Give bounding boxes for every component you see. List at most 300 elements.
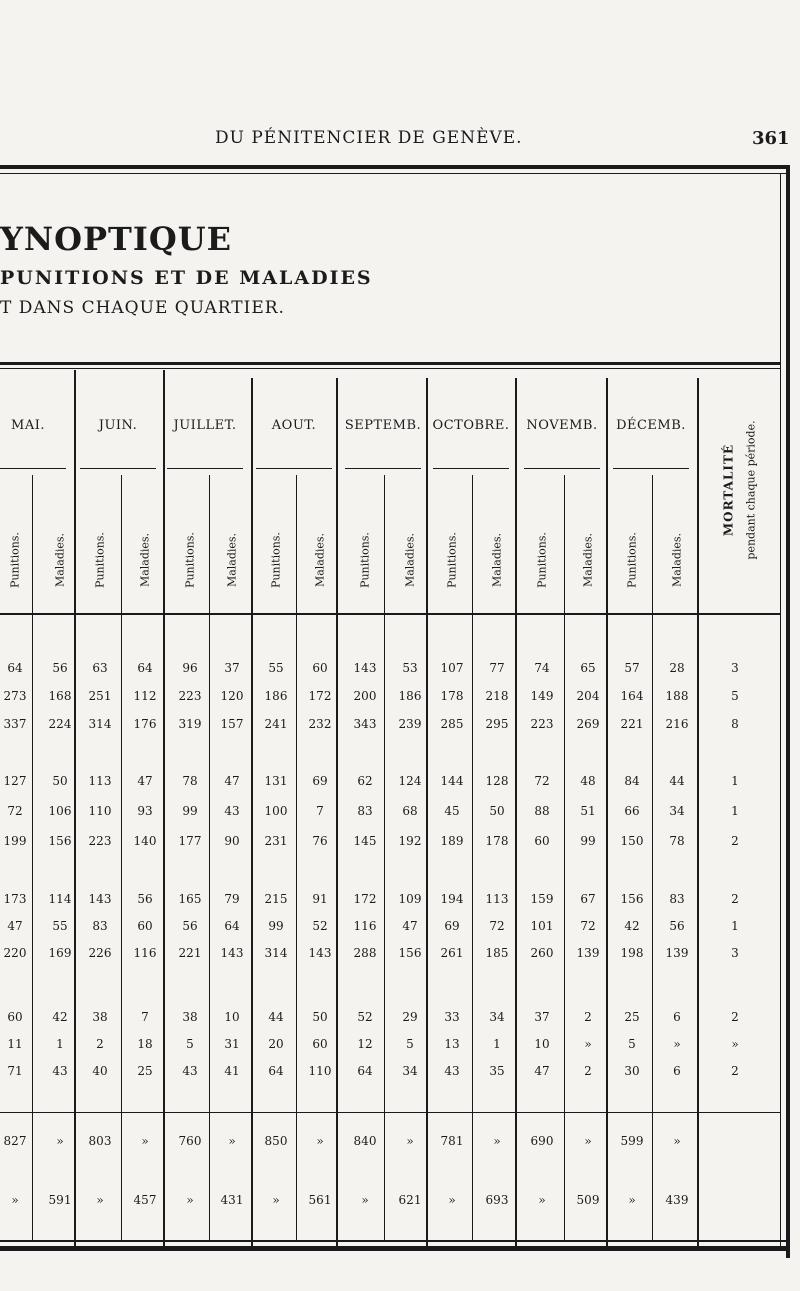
table-cell: 2: [96, 1037, 104, 1051]
table-cell: 72: [534, 774, 550, 788]
table-cell: 60: [534, 834, 550, 848]
table-cell: 319: [178, 717, 202, 731]
running-head: DU PÉNITENCIER DE GENÈVE.: [215, 128, 523, 148]
frame-right-rule-thin: [780, 173, 781, 1251]
table-cell: 561: [308, 1193, 332, 1207]
table-cell: 143: [88, 892, 112, 906]
frame-top-rule: [0, 165, 790, 169]
table-cell: 109: [398, 892, 422, 906]
table-cell: 232: [308, 717, 332, 731]
table-cell: »: [448, 1193, 456, 1207]
table-cell: 12: [357, 1037, 373, 1051]
table-cell: 2: [731, 1010, 739, 1024]
table-cell: 2: [584, 1010, 592, 1024]
table-cell: 273: [3, 689, 27, 703]
maladies-header: Maladies.: [313, 532, 327, 588]
table-cell: 198: [620, 946, 644, 960]
table-cell: 143: [353, 661, 377, 675]
maladies-header: Maladies.: [53, 532, 67, 588]
table-cell: 295: [485, 717, 509, 731]
bottom-rule-thick: [0, 1246, 790, 1251]
column-rule: [121, 475, 122, 1240]
table-cell: 52: [357, 1010, 373, 1024]
table-cell: 88: [534, 804, 550, 818]
table-cell: 781: [440, 1134, 464, 1148]
column-rule: [515, 378, 517, 1250]
month-brace: [524, 468, 600, 469]
punitions-header: Punitions.: [535, 532, 549, 588]
column-head-rule: [0, 613, 781, 615]
page-number: 361: [752, 128, 790, 149]
table-cell: 5: [186, 1037, 194, 1051]
table-cell: 188: [665, 689, 689, 703]
table-cell: 176: [133, 717, 157, 731]
table-cell: 71: [7, 1064, 23, 1078]
table-cell: 55: [52, 919, 68, 933]
table-cell: 34: [402, 1064, 418, 1078]
table-cell: 43: [444, 1064, 460, 1078]
table-cell: 288: [353, 946, 377, 960]
table-cell: 38: [182, 1010, 198, 1024]
punitions-header: Punitions.: [93, 532, 107, 588]
table-cell: 44: [669, 774, 685, 788]
table-cell: 149: [530, 689, 554, 703]
punitions-header: Punitions.: [183, 532, 197, 588]
table-cell: 7: [141, 1010, 149, 1024]
table-cell: »: [584, 1134, 592, 1148]
month-header: AOUT.: [271, 418, 317, 433]
table-cell: 127: [3, 774, 27, 788]
table-cell: 5: [628, 1037, 636, 1051]
table-cell: 114: [48, 892, 72, 906]
maladies-header: Maladies.: [225, 532, 239, 588]
table-cell: 140: [133, 834, 157, 848]
table-cell: 690: [530, 1134, 554, 1148]
table-cell: 139: [576, 946, 600, 960]
maladies-header: Maladies.: [581, 532, 595, 588]
table-cell: 78: [669, 834, 685, 848]
table-cell: »: [96, 1193, 104, 1207]
table-cell: 239: [398, 717, 422, 731]
column-rule: [652, 475, 653, 1240]
table-cell: »: [406, 1134, 414, 1148]
table-cell: 693: [485, 1193, 509, 1207]
table-cell: 83: [92, 919, 108, 933]
table-cell: 41: [224, 1064, 240, 1078]
table-cell: 144: [440, 774, 464, 788]
table-cell: 84: [624, 774, 640, 788]
month-header: JUILLET.: [173, 418, 237, 433]
table-cell: »: [228, 1134, 236, 1148]
table-cell: »: [141, 1134, 149, 1148]
table-cell: 314: [88, 717, 112, 731]
table-cell: 18: [137, 1037, 153, 1051]
table-cell: 96: [182, 661, 198, 675]
table-cell: 2: [731, 1064, 739, 1078]
table-cell: 56: [137, 892, 153, 906]
table-cell: 173: [3, 892, 27, 906]
table-cell: 116: [353, 919, 377, 933]
table-cell: 457: [133, 1193, 157, 1207]
table-cell: 186: [398, 689, 422, 703]
table-cell: »: [628, 1193, 636, 1207]
bottom-rule: [0, 1240, 790, 1242]
punitions-header: Punitions.: [445, 532, 459, 588]
table-cell: 10: [534, 1037, 550, 1051]
table-cell: »: [316, 1134, 324, 1148]
table-cell: 431: [220, 1193, 244, 1207]
table-cell: 64: [357, 1064, 373, 1078]
frame-right-rule: [786, 165, 790, 1258]
table-cell: 31: [224, 1037, 240, 1051]
table-cell: 44: [268, 1010, 284, 1024]
table-cell: 143: [220, 946, 244, 960]
table-cell: 2: [584, 1064, 592, 1078]
table-cell: 139: [665, 946, 689, 960]
table-cell: 60: [7, 1010, 23, 1024]
table-cell: 185: [485, 946, 509, 960]
punitions-header: Punitions.: [625, 532, 639, 588]
table-cell: 226: [88, 946, 112, 960]
table-cell: 83: [357, 804, 373, 818]
month-header: OCTOBRE.: [432, 418, 510, 433]
table-cell: 56: [182, 919, 198, 933]
table-cell: 261: [440, 946, 464, 960]
month-header: NOVEMB.: [526, 418, 598, 433]
table-cell: 60: [312, 661, 328, 675]
table-cell: 74: [534, 661, 550, 675]
month-header: MAI.: [11, 418, 45, 433]
column-rule: [384, 475, 385, 1240]
table-cell: 50: [312, 1010, 328, 1024]
table-cell: 25: [624, 1010, 640, 1024]
table-cell: 223: [530, 717, 554, 731]
table-cell: 760: [178, 1134, 202, 1148]
table-cell: 91: [312, 892, 328, 906]
column-rule: [426, 378, 428, 1250]
maladies-header: Maladies.: [490, 532, 504, 588]
maladies-header: Maladies.: [670, 532, 684, 588]
table-cell: 29: [402, 1010, 418, 1024]
table-cell: »: [584, 1037, 592, 1051]
table-cell: 47: [402, 919, 418, 933]
table-cell: 64: [137, 661, 153, 675]
table-cell: 3: [731, 946, 739, 960]
table-cell: 199: [3, 834, 27, 848]
table-cell: 269: [576, 717, 600, 731]
table-cell: 186: [264, 689, 288, 703]
table-cell: 850: [264, 1134, 288, 1148]
table-cell: 112: [133, 689, 157, 703]
table-cell: 11: [7, 1037, 23, 1051]
table-cell: 78: [182, 774, 198, 788]
table-cell: 803: [88, 1134, 112, 1148]
table-cell: 47: [534, 1064, 550, 1078]
table-cell: 621: [398, 1193, 422, 1207]
mortality-header: [718, 420, 763, 559]
table-cell: 169: [48, 946, 72, 960]
table-cell: 204: [576, 689, 600, 703]
table-cell: »: [731, 1037, 739, 1051]
column-rule: [74, 370, 76, 1250]
table-cell: 192: [398, 834, 422, 848]
table-cell: 90: [224, 834, 240, 848]
mortality-title: MORTALITÉ: [721, 443, 736, 537]
table-cell: 47: [7, 919, 23, 933]
table-cell: 53: [402, 661, 418, 675]
table-cell: 50: [489, 804, 505, 818]
table-cell: 337: [3, 717, 27, 731]
table-cell: 113: [88, 774, 112, 788]
table-cell: 218: [485, 689, 509, 703]
table-cell: 260: [530, 946, 554, 960]
table-cell: 1: [731, 804, 739, 818]
table-cell: 56: [52, 661, 68, 675]
table-cell: 65: [580, 661, 596, 675]
column-rule: [336, 378, 338, 1250]
table-subtitle: PUNITIONS ET DE MALADIES: [0, 267, 373, 289]
table-cell: 189: [440, 834, 464, 848]
table-cell: 145: [353, 834, 377, 848]
table-cell: 827: [3, 1134, 27, 1148]
table-cell: 168: [48, 689, 72, 703]
table-cell: 83: [669, 892, 685, 906]
month-header: DÉCEMB.: [616, 418, 686, 433]
table-cell: 113: [485, 892, 509, 906]
table-cell: 43: [224, 804, 240, 818]
table-cell: 177: [178, 834, 202, 848]
table-cell: 241: [264, 717, 288, 731]
table-cell: 63: [92, 661, 108, 675]
table-cell: 72: [7, 804, 23, 818]
table-cell: 106: [48, 804, 72, 818]
month-brace: [0, 468, 66, 469]
table-cell: 221: [620, 717, 644, 731]
table-cell: 5: [731, 689, 739, 703]
table-cell: 840: [353, 1134, 377, 1148]
table-cell: 45: [444, 804, 460, 818]
column-rule: [251, 378, 253, 1250]
table-cell: 66: [624, 804, 640, 818]
table-cell: 215: [264, 892, 288, 906]
table-title: YNOPTIQUE: [0, 220, 232, 258]
table-cell: 30: [624, 1064, 640, 1078]
table-cell: 223: [88, 834, 112, 848]
column-rule: [564, 475, 565, 1240]
table-cell: 13: [444, 1037, 460, 1051]
maladies-header: Maladies.: [403, 532, 417, 588]
table-cell: 165: [178, 892, 202, 906]
table-cell: 60: [137, 919, 153, 933]
table-cell: 51: [580, 804, 596, 818]
table-cell: 224: [48, 717, 72, 731]
table-cell: 110: [88, 804, 112, 818]
month-brace: [345, 468, 421, 469]
table-cell: 100: [264, 804, 288, 818]
table-cell: 99: [182, 804, 198, 818]
month-header: JUIN.: [98, 418, 138, 433]
table-cell: 101: [530, 919, 554, 933]
table-cell: 120: [220, 689, 244, 703]
table-cell: 150: [620, 834, 644, 848]
table-cell: 591: [48, 1193, 72, 1207]
table-cell: 55: [268, 661, 284, 675]
month-brace: [613, 468, 689, 469]
frame-top-rule-thin: [0, 173, 786, 174]
table-cell: 37: [534, 1010, 550, 1024]
table-cell: 2: [731, 834, 739, 848]
table-cell: 223: [178, 689, 202, 703]
column-rule: [209, 475, 210, 1240]
table-cell: 6: [673, 1064, 681, 1078]
table-cell: 47: [224, 774, 240, 788]
table-cell: 76: [312, 834, 328, 848]
table-cell: 64: [7, 661, 23, 675]
table-cell: 43: [52, 1064, 68, 1078]
table-cell: 42: [52, 1010, 68, 1024]
table-cell: 116: [133, 946, 157, 960]
table-cell: 43: [182, 1064, 198, 1078]
table-cell: 72: [489, 919, 505, 933]
table-cell: 99: [268, 919, 284, 933]
table-cell: »: [361, 1193, 369, 1207]
table-cell: 33: [444, 1010, 460, 1024]
table-cell: 314: [264, 946, 288, 960]
table-cell: 68: [402, 804, 418, 818]
table-cell: 128: [485, 774, 509, 788]
table-cell: 1: [493, 1037, 501, 1051]
table-cell: 251: [88, 689, 112, 703]
table-cell: 194: [440, 892, 464, 906]
punitions-header: Punitions.: [358, 532, 372, 588]
table-cell: 48: [580, 774, 596, 788]
punitions-header: Punitions.: [8, 532, 22, 588]
table-subtitle-2: T DANS CHAQUE QUARTIER.: [0, 298, 285, 318]
table-cell: »: [11, 1193, 19, 1207]
table-cell: 509: [576, 1193, 600, 1207]
table-cell: 7: [316, 804, 324, 818]
column-rule: [296, 475, 297, 1240]
column-rule: [472, 475, 473, 1240]
table-cell: 124: [398, 774, 422, 788]
table-cell: 220: [3, 946, 27, 960]
table-cell: »: [186, 1193, 194, 1207]
table-cell: 56: [669, 919, 685, 933]
table-cell: »: [272, 1193, 280, 1207]
table-cell: »: [673, 1134, 681, 1148]
column-rule: [606, 378, 608, 1250]
table-cell: 5: [406, 1037, 414, 1051]
table-cell: »: [493, 1134, 501, 1148]
table-header-rule-thin: [0, 368, 781, 369]
punitions-header: Punitions.: [269, 532, 283, 588]
table-cell: 62: [357, 774, 373, 788]
table-cell: 107: [440, 661, 464, 675]
table-cell: 93: [137, 804, 153, 818]
table-cell: 156: [48, 834, 72, 848]
table-cell: 10: [224, 1010, 240, 1024]
table-cell: 221: [178, 946, 202, 960]
table-cell: 1: [731, 774, 739, 788]
table-cell: 67: [580, 892, 596, 906]
table-cell: 50: [52, 774, 68, 788]
table-cell: 285: [440, 717, 464, 731]
month-brace: [167, 468, 243, 469]
table-cell: 439: [665, 1193, 689, 1207]
table-cell: 60: [312, 1037, 328, 1051]
table-cell: 159: [530, 892, 554, 906]
table-cell: 57: [624, 661, 640, 675]
month-brace: [256, 468, 332, 469]
table-cell: 42: [624, 919, 640, 933]
table-cell: 231: [264, 834, 288, 848]
table-cell: 2: [731, 892, 739, 906]
mortality-subtitle: pendant chaque période.: [744, 420, 758, 560]
table-cell: 28: [669, 661, 685, 675]
table-cell: 172: [308, 689, 332, 703]
table-cell: 216: [665, 717, 689, 731]
table-cell: 25: [137, 1064, 153, 1078]
month-brace: [80, 468, 156, 469]
table-cell: 72: [580, 919, 596, 933]
table-cell: 35: [489, 1064, 505, 1078]
table-cell: 164: [620, 689, 644, 703]
table-cell: 178: [440, 689, 464, 703]
table-cell: 79: [224, 892, 240, 906]
totals-rule: [0, 1112, 781, 1113]
table-cell: 131: [264, 774, 288, 788]
table-cell: 99: [580, 834, 596, 848]
table-cell: 77: [489, 661, 505, 675]
table-cell: »: [673, 1037, 681, 1051]
table-cell: 1: [56, 1037, 64, 1051]
table-cell: 40: [92, 1064, 108, 1078]
table-cell: 343: [353, 717, 377, 731]
table-cell: 64: [268, 1064, 284, 1078]
month-header: SEPTEMB.: [344, 418, 422, 433]
table-cell: 38: [92, 1010, 108, 1024]
table-cell: 3: [731, 661, 739, 675]
table-cell: 143: [308, 946, 332, 960]
table-cell: 69: [444, 919, 460, 933]
table-cell: »: [538, 1193, 546, 1207]
table-cell: 599: [620, 1134, 644, 1148]
table-cell: 34: [489, 1010, 505, 1024]
table-cell: 34: [669, 804, 685, 818]
table-cell: 20: [268, 1037, 284, 1051]
table-cell: 172: [353, 892, 377, 906]
table-header-rule: [0, 362, 781, 365]
table-cell: 64: [224, 919, 240, 933]
table-cell: 6: [673, 1010, 681, 1024]
table-cell: »: [56, 1134, 64, 1148]
table-cell: 157: [220, 717, 244, 731]
table-cell: 1: [731, 919, 739, 933]
table-cell: 156: [398, 946, 422, 960]
table-cell: 69: [312, 774, 328, 788]
table-cell: 8: [731, 717, 739, 731]
column-rule: [697, 378, 699, 1250]
table-cell: 52: [312, 919, 328, 933]
table-cell: 110: [308, 1064, 332, 1078]
table-cell: 156: [620, 892, 644, 906]
month-brace: [433, 468, 509, 469]
table-cell: 200: [353, 689, 377, 703]
column-rule: [163, 370, 165, 1250]
table-cell: 47: [137, 774, 153, 788]
table-cell: 178: [485, 834, 509, 848]
column-rule: [32, 475, 33, 1240]
